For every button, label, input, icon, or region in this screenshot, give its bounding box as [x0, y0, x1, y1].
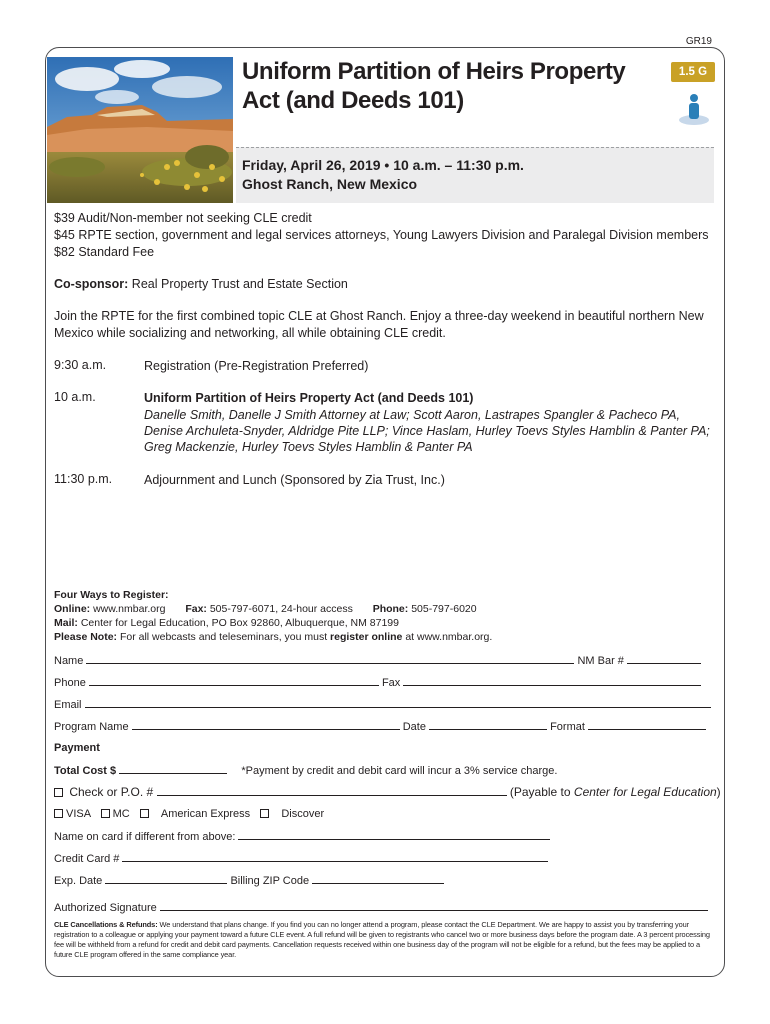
- visa-label: VISA: [66, 808, 91, 820]
- payable-post: ): [716, 785, 721, 799]
- bar-number-field[interactable]: [627, 654, 701, 664]
- check-label: Check or P.O. #: [69, 785, 154, 799]
- bar-label: NM Bar #: [577, 655, 624, 667]
- cosponsor-label: Co-sponsor:: [54, 277, 129, 291]
- ghost-ranch-photo: [47, 57, 233, 203]
- speaker-line: Denise Archuleta-Snyder, Aldridge Pite LLP; Vince Haslam, Hurley Toevs Styles Hamblin & Panter PA;: [144, 424, 710, 438]
- schedule-time: 11:30 p.m.: [54, 472, 113, 486]
- schedule-time: 10 a.m.: [54, 390, 96, 404]
- surcharge-note: *Payment by credit and debit card will incur a 3% service charge.: [241, 765, 558, 777]
- credit-badge: 1.5 G: [671, 62, 715, 82]
- schedule-desc: Uniform Partition of Heirs Property Act (and Deeds 101): [144, 391, 474, 405]
- note-bold: register online: [330, 631, 403, 643]
- title-line-1: Uniform Partition of Heirs Property: [242, 58, 626, 85]
- document-code: GR19: [685, 36, 712, 47]
- phone-label: Phone: [54, 677, 86, 689]
- phone-value: 505-797-6020: [411, 603, 477, 615]
- mail-value: Center for Legal Education, PO Box 92860, Albuquerque, NM 87199: [80, 617, 399, 629]
- credit-card-field[interactable]: [122, 852, 548, 862]
- mc-checkbox[interactable]: [101, 809, 110, 818]
- visa-checkbox[interactable]: [54, 809, 63, 818]
- format-field[interactable]: [588, 720, 706, 730]
- cosponsor-value: Real Property Trust and Estate Section: [131, 277, 348, 291]
- register-heading: Four Ways to Register:: [54, 589, 169, 601]
- total-row: [54, 764, 557, 777]
- payable-to: Center for Legal Education: [573, 785, 717, 799]
- register-note: [54, 630, 492, 644]
- note-label: Please Note:: [54, 631, 118, 643]
- fee-audit: $39 Audit/Non-member not seeking CLE credit: [54, 211, 312, 225]
- name-field[interactable]: [86, 654, 574, 664]
- note-pre: For all webcasts and teleseminars, you must: [119, 631, 328, 643]
- cosponsor: [54, 276, 348, 293]
- note-post: at www.nmbar.org.: [405, 631, 493, 643]
- credit-card-row: [54, 852, 548, 865]
- credit-card-label: Credit Card #: [54, 853, 120, 865]
- check-number-field[interactable]: [157, 786, 507, 796]
- zip-label: Billing ZIP Code: [230, 875, 310, 887]
- mail-label: Mail:: [54, 617, 78, 629]
- event-details: [236, 147, 714, 203]
- event-date: Friday, April 26, 2019 • 10 a.m. – 11:30 p.m.: [242, 157, 524, 173]
- payment-heading: Payment: [54, 742, 100, 754]
- total-cost-label: Total Cost $: [54, 765, 117, 777]
- fax-value: 505-797-6071, 24-hour access: [209, 603, 353, 615]
- phone-row: [54, 676, 701, 689]
- card-name-row: [54, 830, 550, 843]
- amex-checkbox[interactable]: [140, 809, 149, 818]
- exp-field[interactable]: [105, 874, 227, 884]
- date-label: Date: [402, 721, 426, 733]
- zip-field[interactable]: [312, 874, 444, 884]
- schedule-time: 9:30 a.m.: [54, 358, 107, 372]
- amex-label: American Express: [160, 808, 251, 820]
- name-on-card-field[interactable]: [238, 830, 550, 840]
- course-title: [242, 57, 662, 115]
- exp-row: [54, 874, 444, 887]
- phone-label: Phone:: [372, 603, 409, 615]
- date-field[interactable]: [429, 720, 547, 730]
- card-type-row: [54, 808, 324, 820]
- fee-standard: $82 Standard Fee: [54, 245, 155, 259]
- discover-label: Discover: [281, 808, 325, 820]
- cancellation-text: We understand that plans change. If you find you can no longer attend a program, please contact the CLE Department. We are happy to assist you by transferring your registration to a colleague or applying your payment toward a future CLE event. A full refund will be given to registrants who cancel two or more business days before the program date. A 3 percent processing fee will be withheld from a refund for credit and debit card payments. Cancellation requests received within one business day of the program will not be eligible for a refund, but the fees may be applied to a future CLE program offered in the same compliance year.: [54, 920, 710, 959]
- schedule-desc: Adjournment and Lunch (Sponsored by Zia Trust, Inc.): [144, 473, 445, 487]
- fax-field[interactable]: [403, 676, 701, 686]
- online-label: Online:: [54, 603, 91, 615]
- schedule-desc: Registration (Pre-Registration Preferred): [144, 359, 369, 373]
- check-checkbox[interactable]: [54, 788, 63, 797]
- register-mail: [54, 616, 399, 630]
- format-label: Format: [550, 721, 585, 733]
- register-methods: [54, 602, 477, 616]
- cancellation-label: CLE Cancellations & Refunds:: [54, 920, 158, 929]
- name-label: Name: [54, 655, 84, 667]
- program-field[interactable]: [132, 720, 400, 730]
- person-info-icon: [676, 90, 712, 126]
- intro-line-2: Mexico while socializing and networking, all while obtaining CLE credit.: [54, 326, 446, 340]
- online-link[interactable]: www.nmbar.org: [93, 603, 166, 615]
- name-on-card-label: Name on card if different from above:: [54, 831, 236, 843]
- speaker-line: Danelle Smith, Danelle J Smith Attorney at Law; Scott Aaron, Lastrapes Spangler & Pacheco PA,: [144, 408, 680, 422]
- name-row: [54, 654, 701, 667]
- title-line-2: Act (and Deeds 101): [242, 87, 464, 114]
- payable-pre: (Payable to: [509, 785, 571, 799]
- mc-label: MC: [112, 808, 130, 820]
- fax-label: Fax:: [185, 603, 207, 615]
- intro-line-1: Join the RPTE for the first combined topic CLE at Ghost Ranch. Enjoy a three-day weekend in beautiful northern New: [54, 309, 704, 323]
- program-row: [54, 720, 706, 733]
- email-field[interactable]: [85, 698, 711, 708]
- cancellation-policy: [54, 920, 714, 960]
- phone-field[interactable]: [89, 676, 379, 686]
- speaker-line: Greg Mackenzie, Hurley Toevs Styles Hamblin & Panter PA: [144, 440, 473, 454]
- check-row: [54, 785, 721, 799]
- program-label: Program Name: [54, 721, 129, 733]
- signature-row: [54, 901, 708, 914]
- fee-rpte: $45 RPTE section, government and legal services attorneys, Young Lawyers Division and Paralegal Division members: [54, 228, 709, 242]
- signature-label: Authorized Signature: [54, 902, 157, 914]
- discover-checkbox[interactable]: [260, 809, 269, 818]
- exp-label: Exp. Date: [54, 875, 103, 887]
- event-location: Ghost Ranch, New Mexico: [242, 176, 418, 192]
- total-cost-field[interactable]: [119, 764, 227, 774]
- signature-field[interactable]: [160, 901, 708, 911]
- email-label: Email: [54, 699, 82, 711]
- email-row: [54, 698, 711, 711]
- fax-label: Fax: [381, 677, 401, 689]
